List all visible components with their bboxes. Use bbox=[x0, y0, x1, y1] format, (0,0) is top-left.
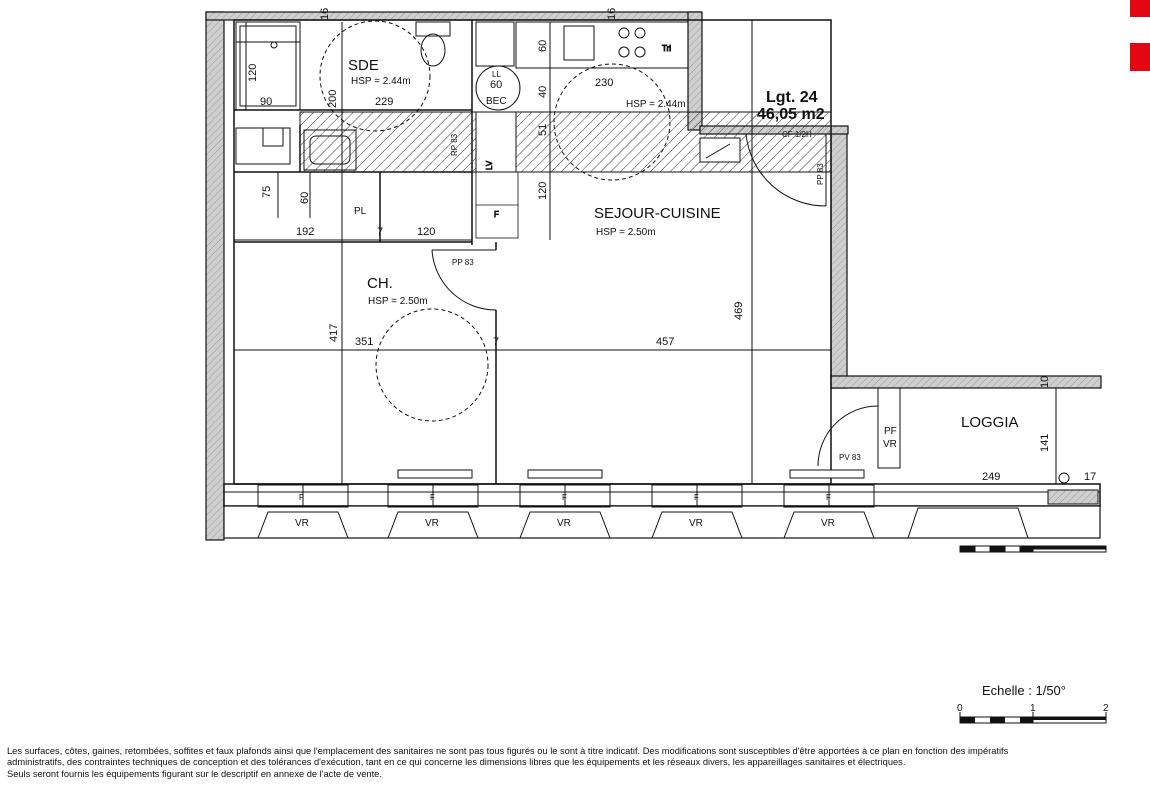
room-ch-hsp: HSP = 2.50m bbox=[368, 296, 428, 307]
dim-75: 75 bbox=[261, 185, 273, 198]
pf-label: PF bbox=[884, 426, 897, 437]
hob-burner bbox=[619, 28, 629, 38]
room-sejour-name: SEJOUR-CUISINE bbox=[594, 205, 721, 222]
room-sde-name: SDE bbox=[348, 57, 379, 74]
door-pv83-label: PV 83 bbox=[839, 453, 861, 462]
walls bbox=[206, 12, 1101, 540]
dim-60-bec: 60 bbox=[490, 79, 503, 91]
extractor bbox=[700, 138, 740, 162]
wall-loggia-top bbox=[831, 376, 1101, 388]
dimension-lines bbox=[234, 20, 1056, 484]
dim-16-sde: 16 bbox=[319, 7, 331, 20]
scale-title: Echelle : 1/50° bbox=[982, 683, 1066, 698]
tri-label: Tri bbox=[662, 44, 672, 53]
dim-351: 351 bbox=[355, 336, 374, 348]
dim-40: 40 bbox=[537, 85, 549, 98]
doors bbox=[432, 134, 878, 466]
dim-457: 457 bbox=[656, 336, 675, 348]
dim-249: 249 bbox=[982, 471, 1001, 483]
cf-label: CF 1/2H bbox=[782, 130, 812, 139]
dim-200: 200 bbox=[327, 89, 339, 108]
door-pp83-right-label: PP 83 bbox=[816, 163, 825, 185]
dim-60-cabinet: 60 bbox=[299, 191, 311, 204]
dim-120-shower: 120 bbox=[247, 63, 259, 82]
scale-tick-2: 2 bbox=[1103, 703, 1109, 714]
scale-tick-0: 0 bbox=[957, 703, 963, 714]
dim-192: 192 bbox=[296, 226, 315, 238]
room-sejour-hsp: HSP = 2.50m bbox=[596, 227, 656, 238]
vr-loggia-label: VR bbox=[883, 439, 897, 450]
room-kitchen-hsp: HSP = 2.44m bbox=[626, 99, 686, 110]
interior-outline bbox=[234, 20, 831, 484]
vr-3-label: VR bbox=[557, 518, 571, 529]
vr-5-label: VR bbox=[821, 518, 835, 529]
window-4-label: F bbox=[694, 493, 699, 502]
vr-1-label: VR bbox=[295, 518, 309, 529]
vr-2-label: VR bbox=[425, 518, 439, 529]
facade bbox=[224, 484, 1100, 538]
dim-230: 230 bbox=[595, 77, 614, 89]
scale-tick-1: 1 bbox=[1030, 703, 1036, 714]
disclaimer-line-3: Seuls seront fournis les équipements figurant sur le descriptif en annexe de l'acte de vente. bbox=[7, 768, 382, 779]
utility-cupboard bbox=[476, 160, 518, 238]
dim-120-hall: 120 bbox=[417, 226, 436, 238]
dim-10: 10 bbox=[1039, 375, 1051, 388]
dim-51: 51 bbox=[537, 123, 549, 136]
ll-label: LL bbox=[492, 70, 501, 79]
unit-number: Lgt. 24 bbox=[766, 89, 818, 106]
dim-469: 469 bbox=[733, 301, 745, 320]
room-sde-hsp: HSP = 2.44m bbox=[351, 76, 411, 87]
dim-17: 17 bbox=[1084, 471, 1097, 483]
pl-label: PL bbox=[354, 206, 367, 217]
scale-bar bbox=[960, 546, 1106, 552]
disclaimer-line-2: administratifs, des contraintes techniques de conception et des tolérances d'exécution, tant en ce qui concerne les dimensions libres que les équipements et les réseaux divers, les appareillages sanitaires et électriques. bbox=[7, 757, 906, 768]
dim-7-top: 7 bbox=[377, 226, 384, 238]
wall-top bbox=[206, 12, 700, 20]
lv-label: LV bbox=[485, 160, 494, 170]
door-pp83-label: PP 83 bbox=[452, 258, 474, 267]
kitchen-counter bbox=[476, 22, 688, 68]
door-rp83-label: RP 83 bbox=[450, 133, 459, 156]
room-loggia-name: LOGGIA bbox=[961, 414, 1019, 431]
window-5-label: F bbox=[826, 493, 831, 502]
scale-bar-graphic bbox=[0, 700, 1150, 730]
dim-120-sejour: 120 bbox=[537, 181, 549, 200]
room-ch-name: CH. bbox=[367, 275, 393, 292]
dim-229: 229 bbox=[375, 96, 394, 108]
bec-label: BEC bbox=[486, 96, 507, 107]
f-cupboard-label: F bbox=[494, 210, 499, 219]
window-1-label: F bbox=[299, 493, 304, 502]
soffit-band bbox=[300, 112, 831, 172]
disclaimer-line-1: Les surfaces, côtes, gaines, retombées, soffites et faux plafonds ainsi que l'emplacement des sanitaires ne sont pas tous figurés ou le sont à titre indicatif. Des modifications sont susceptibles d'être apportées à ce plan en fonction des impératifs bbox=[7, 746, 1009, 756]
disclaimer bbox=[7, 746, 1147, 780]
window-2-label: F bbox=[430, 493, 435, 502]
wall-right bbox=[831, 128, 847, 388]
dim-60-counter: 60 bbox=[537, 39, 549, 52]
radiators bbox=[398, 470, 864, 478]
window-3-label: F bbox=[562, 493, 567, 502]
wall-left bbox=[206, 12, 224, 540]
dim-7-mid: 7 bbox=[493, 336, 500, 348]
toilet-bowl bbox=[421, 34, 445, 66]
unit-area: 46,05 m2 bbox=[757, 106, 825, 123]
vr-4-label: VR bbox=[689, 518, 703, 529]
dim-417: 417 bbox=[328, 323, 340, 342]
dim-141: 141 bbox=[1039, 433, 1051, 452]
dim-90: 90 bbox=[260, 96, 273, 108]
dim-16-kitchen: 16 bbox=[606, 7, 618, 20]
sink bbox=[564, 26, 594, 60]
